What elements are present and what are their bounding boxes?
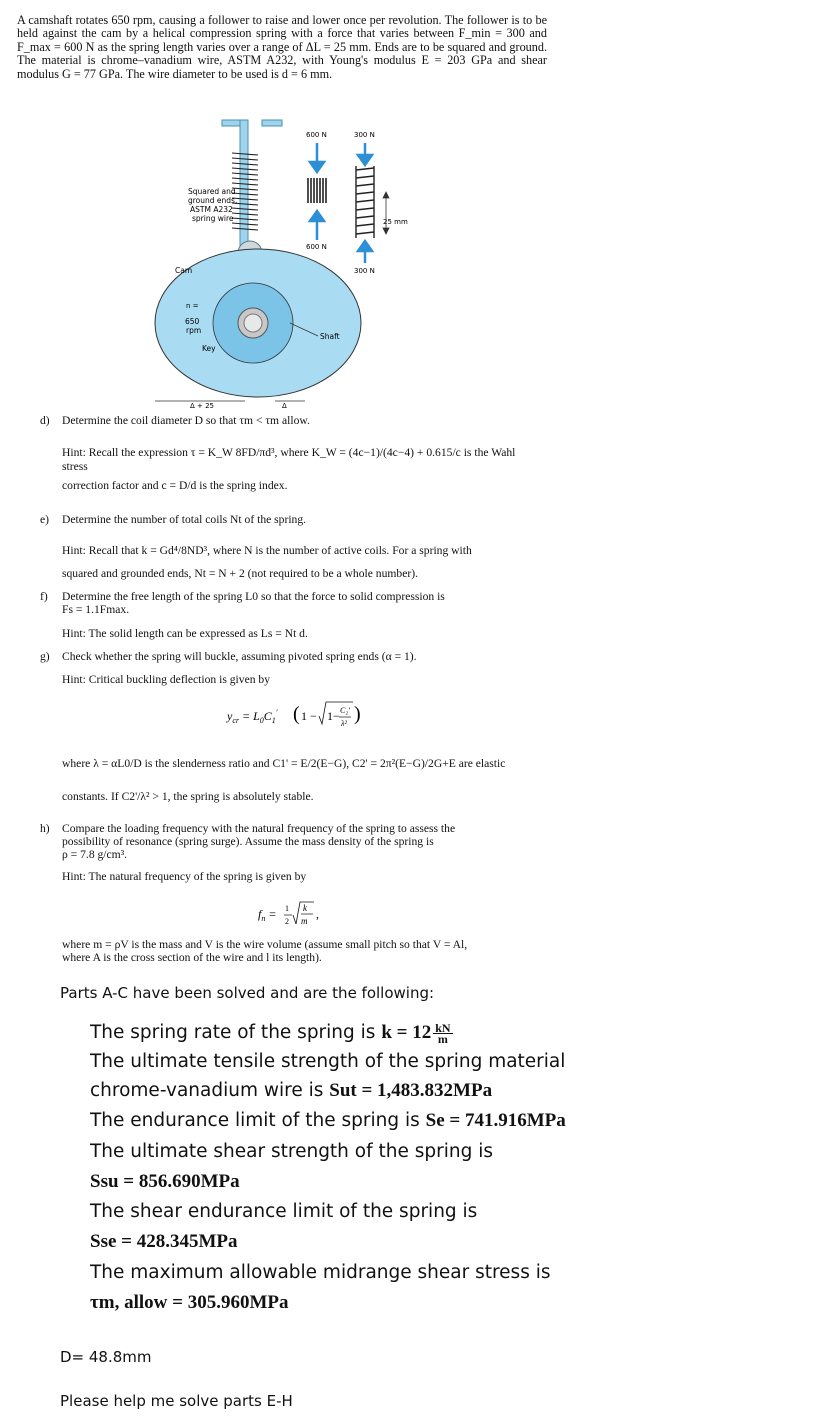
load-bottom-right: 300 N xyxy=(354,267,375,275)
speed-label-3: rpm xyxy=(186,326,202,335)
part-h-where-2: where A is the cross section of the wire and l its length). xyxy=(62,951,322,964)
svg-text:C₂′: C₂′ xyxy=(340,706,350,715)
part-f-hint: Hint: The solid length can be expressed as Ls = Nt d. xyxy=(62,627,308,640)
result-ssu: Ssu = 856.690MPa xyxy=(90,1171,240,1192)
part-d-hint-1: Hint: Recall the expression τ = K_W 8FD/πd³, where K_W = (4c−1)/(4c−4) + 0.615/c is the Wahl stress xyxy=(62,446,516,473)
cam-follower-figure xyxy=(140,118,540,418)
svg-text:k: k xyxy=(303,903,307,913)
part-e: e) Determine the number of total coils Nt of the spring. xyxy=(40,513,307,526)
spring-extended xyxy=(356,166,374,238)
part-h-hint: Hint: The natural frequency of the spring is given by xyxy=(62,870,307,883)
result-line-9: The maximum allowable midrange shear stress is xyxy=(90,1262,551,1283)
help-request: Please help me solve parts E-H xyxy=(60,1392,293,1410)
part-h-where-1: where m = ρV is the mass and V is the wire volume (assume small pitch so that V = Al, xyxy=(62,938,468,951)
dim-right: Δ xyxy=(282,402,287,410)
cam-label: Cam xyxy=(175,266,193,275)
result-se: The endurance limit of the spring is Se = 741.916MPa xyxy=(90,1110,566,1131)
part-d-hint-2: correction factor and c = D/d is the spring index. xyxy=(62,479,288,492)
load-bottom-left: 600 N xyxy=(306,243,327,251)
load-top-left: 600 N xyxy=(306,131,327,139)
svg-text:m: m xyxy=(301,916,308,926)
result-line-7: The shear endurance limit of the spring is xyxy=(90,1201,478,1222)
result-tau-allow: τm, allow = 305.960MPa xyxy=(90,1292,289,1313)
svg-text:(: ( xyxy=(293,703,300,725)
svg-text:1−: 1− xyxy=(327,709,340,723)
result-spring-rate: The spring rate of the spring is k = 12 $\frac{kN}{m}$ xyxy=(90,1020,451,1046)
result-line-2: The ultimate tensile strength of the spring material xyxy=(90,1051,566,1072)
d-result: D= 48.8mm xyxy=(60,1348,152,1366)
speed-label-2: 650 xyxy=(185,317,200,326)
delta-label: 25 mm xyxy=(383,218,408,226)
part-f: f) Determine the free length of the spring L0 so that the force to solid compression is Fs = 1.1Fmax. xyxy=(40,590,445,616)
spring-compressed xyxy=(308,178,326,203)
spring-label-2: ground ends, xyxy=(188,196,238,205)
part-e-hint-1: Hint: Recall that k = Gd⁴/8ND³, where N is the number of active coils. For a spring with xyxy=(62,544,472,557)
svg-text:ycr = L0C1′: $y_{cr} = L_0C_1'$ xyxy=(227,708,278,725)
frequency-formula xyxy=(256,896,336,932)
spring-label-3: ASTM A232 xyxy=(190,205,233,214)
result-sse: Sse = 428.345MPa xyxy=(90,1231,238,1252)
speed-label-1: n = xyxy=(186,302,199,310)
part-g-where-2: constants. If C2'/λ² > 1, the spring is absolutely stable. xyxy=(62,790,314,803)
part-g-hint: Hint: Critical buckling deflection is given by xyxy=(62,673,271,686)
dim-left: Δ + 25 xyxy=(190,402,215,410)
part-e-hint-2: squared and grounded ends, Nt = N + 2 (not required to be a whole number). xyxy=(62,567,418,580)
problem-intro: A camshaft rotates 650 rpm, causing a follower to raise and lower once per revolution. The follower is to be held against the cam by a helical compression spring with a force that varies between F_min = 300 and F_max = 600 N as the spring length varies over a range of ΔL = 25 mm. Ends are to be squared and ground. The material is chrome–vanadium wire, ASTM A232, with Young's modulus E = 203 GPa and shear modulus G = 77 GPa. The wire diameter to be used is d = 6 mm. xyxy=(17,13,547,81)
spring-label-4: spring wire xyxy=(192,214,234,223)
svg-text:): ) xyxy=(354,703,361,725)
part-g-where-1: where λ = αL0/D is the slenderness ratio and C1' = E/2(E−G), C2' = 2π²(E−G)/2G+E are elastic xyxy=(62,757,506,770)
svg-text:2: 2 xyxy=(285,917,289,926)
part-d: d) Determine the coil diameter D so that τm < τm allow. xyxy=(40,414,310,427)
spring-label-1: Squared and xyxy=(188,187,236,196)
buckling-formula xyxy=(225,694,365,736)
svg-text:fn =: $f_n$ = xyxy=(258,907,277,923)
svg-text:1: 1 xyxy=(285,904,289,913)
part-h: h) Compare the loading frequency with the natural frequency of the spring to assess the possibility of resonance (spring surge). Assume the mass density of the spring is ρ = 7.8 g/cm³. xyxy=(40,822,456,861)
result-line-5: The ultimate shear strength of the spring is xyxy=(90,1141,493,1162)
shaft-label: Shaft xyxy=(320,332,340,341)
svg-text:,: , xyxy=(316,907,319,921)
key-label: Key xyxy=(202,344,216,353)
solved-heading: Parts A-C have been solved and are the following: xyxy=(60,984,435,1002)
load-top-right: 300 N xyxy=(354,131,375,139)
part-g: g) Check whether the spring will buckle, assuming pivoted spring ends (α = 1). xyxy=(40,650,417,663)
result-sut: chrome-vanadium wire is Sut = 1,483.832MPa xyxy=(90,1080,493,1101)
svg-text:λ²: λ² xyxy=(341,719,347,728)
svg-text:1 −: 1 − xyxy=(301,709,317,723)
